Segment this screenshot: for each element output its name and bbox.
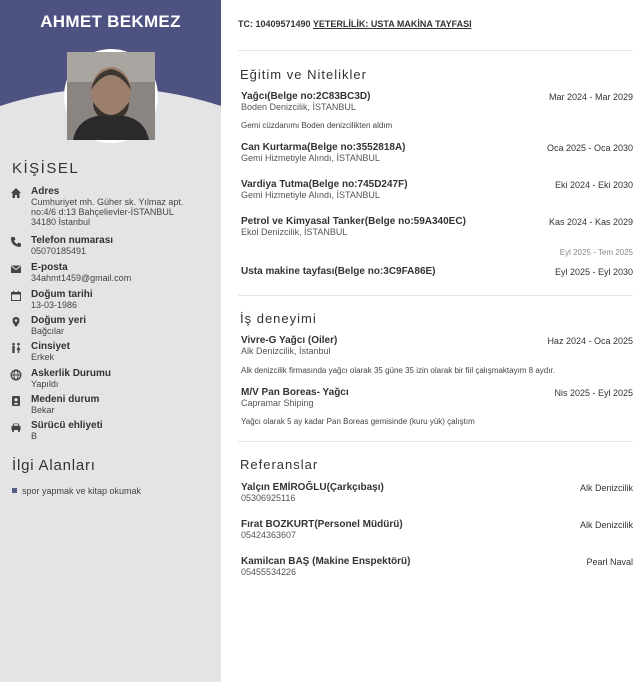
reference-name: Kamilcan BAŞ (Makine Enspektörü) <box>241 556 411 567</box>
mail-icon <box>10 263 22 275</box>
gender-icon <box>10 342 22 354</box>
reference-phone: 05424363607 <box>241 530 297 540</box>
birthplace-value: Bağcılar <box>31 326 65 336</box>
email-value[interactable]: 34ahmt1459@gmail.com <box>31 273 132 283</box>
address-value: Cumhuriyet mh. Güher sk. Yılmaz apt. no:4/6 d:13 Bahçelievler-İSTANBUL 34180 İstanbul <box>31 197 184 227</box>
qualification-text: YETERLİLİK: USTA MAKİNA TAYFASI <box>312 19 472 29</box>
globe-icon <box>10 369 22 381</box>
entry-subtitle: Gemi Hizmetiyle Alındı, İSTANBUL <box>241 153 380 163</box>
entry-note: Alk denizcilik firmasında yağcı olarak 35 güne 35 izin olarak bir fiil çalışmaktayım 8 aydır. <box>241 366 555 375</box>
divider <box>238 50 633 51</box>
reference-company: Pearl Naval <box>586 557 633 567</box>
entry-note: Gemi cüzdanımı Boden denizcilikten aldım <box>241 121 393 130</box>
personal-section-title: KİŞİSEL <box>12 160 80 177</box>
divider <box>238 295 633 296</box>
gender-label: Cinsiyet <box>31 341 70 352</box>
candidate-name: AHMET BEKMEZ <box>40 12 181 31</box>
education-section-title: Eğitim ve Nitelikler <box>240 67 367 82</box>
home-icon <box>10 187 22 199</box>
entry-subtitle: Alk Denizcilik, İstanbul <box>241 346 331 356</box>
location-pin-icon <box>10 316 22 328</box>
reference-name: Yalçın EMİROĞLU(Çarkçıbaşı) <box>241 482 384 493</box>
reference-phone: 05306925116 <box>241 493 296 503</box>
reference-company: Alk Denizcilik <box>579 520 633 530</box>
interest-text: spor yapmak ve kitap okumak <box>22 486 142 496</box>
entry-title: Usta makine tayfası(Belge no:3C9FA86E) <box>241 266 436 277</box>
entry-title: Yağcı(Belge no:2C83BC3D) <box>241 91 371 102</box>
email-label: E-posta <box>31 262 68 273</box>
entry-subtitle: Gemi Hizmetiyle Alındı, İSTANBUL <box>241 190 380 200</box>
sidebar <box>0 0 221 682</box>
military-label: Askerlik Durumu <box>31 368 112 379</box>
phone-icon <box>10 236 22 248</box>
license-value: B <box>31 431 38 441</box>
entry-note: Yağcı olarak 5 ay kadar Pan Boreas gemisinde (kuru yük) çalıştım <box>241 417 475 426</box>
birthplace-label: Doğum yeri <box>31 315 87 326</box>
divider <box>238 441 633 442</box>
entry-subtitle: Ekol Denizcilik, İSTANBUL <box>241 227 348 237</box>
entry-title: Petrol ve Kimyasal Tanker(Belge no:59A340EC) <box>241 216 466 227</box>
phone-label: Telefon numarası <box>31 235 114 246</box>
reference-company: Alk Denizcilik <box>579 483 633 493</box>
address-label: Adres <box>31 186 60 197</box>
entry-title: Vardiya Tutma(Belge no:745D247F) <box>241 179 408 190</box>
reference-name: Fırat BOZKURT(Personel Müdürü) <box>241 519 403 530</box>
profile-photo <box>64 49 158 143</box>
entry-title: Vivre-G Yağcı (Oiler) <box>241 335 338 346</box>
entry-title: Can Kurtarma(Belge no:3552818A) <box>241 142 406 153</box>
entry-dates: Haz 2024 - Oca 2025 <box>547 336 633 346</box>
license-label: Sürücü ehliyeti <box>31 420 103 431</box>
marital-value: Bekar <box>31 405 55 415</box>
id-badge-icon <box>10 395 22 407</box>
entry-subtitle: Boden Denizcilik, İSTANBUL <box>241 102 356 112</box>
entry-subtitle: Capramar Shiping <box>241 398 314 408</box>
birthdate-value: 13-03-1986 <box>31 300 78 310</box>
car-icon <box>10 421 22 433</box>
phone-value: 05070185491 <box>31 246 87 256</box>
entry-dates: Eki 2024 - Eki 2030 <box>554 180 633 190</box>
birthdate-label: Doğum tarihi <box>31 289 93 300</box>
interest-item <box>12 486 141 496</box>
clipped-dates: Eyl 2025 - Tem 2025 <box>559 248 633 257</box>
tc-number: TC: 10409571490 <box>238 19 311 29</box>
military-value: Yapıldı <box>31 379 59 389</box>
experience-section-title: İş deneyimi <box>240 311 317 326</box>
bullet-icon <box>12 488 17 493</box>
main-content <box>221 0 643 682</box>
reference-phone: 05455534226 <box>241 567 297 577</box>
entry-dates: Kas 2024 - Kas 2029 <box>548 217 633 227</box>
references-section-title: Referanslar <box>240 457 319 472</box>
entry-dates: Mar 2024 - Mar 2029 <box>548 92 633 102</box>
entry-dates: Eyl 2025 - Eyl 2030 <box>554 267 633 277</box>
entry-title: M/V Pan Boreas- Yağcı <box>241 387 349 398</box>
marital-label: Medeni durum <box>31 394 100 405</box>
entry-dates: Oca 2025 - Oca 2030 <box>546 143 633 153</box>
calendar-icon <box>10 290 22 302</box>
interests-section-title: İlgi Alanları <box>12 457 96 474</box>
id-qualification-line <box>238 19 472 29</box>
entry-dates: Nis 2025 - Eyl 2025 <box>554 388 633 398</box>
gender-value: Erkek <box>31 352 55 362</box>
